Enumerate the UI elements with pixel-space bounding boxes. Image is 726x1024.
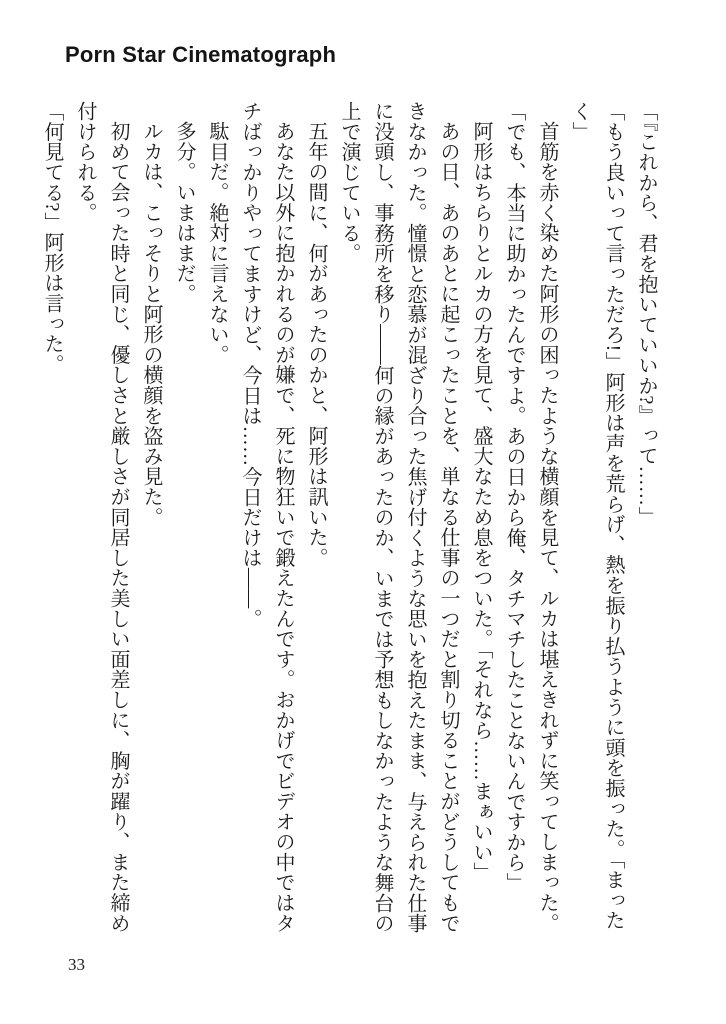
paragraph: 「でも、本当に助かったんですよ。あの日から俺、タチマチしたことないんですから」 — [503, 101, 525, 893]
paragraph: 初めて会った時と同じ、優しさと厳しさが同居した美しい面差しに、胸が躍り、また締め付けられる。 — [74, 101, 129, 933]
paragraph: 五年の間に、何があったのかと、阿形は訊いた。 — [305, 121, 327, 568]
paragraph: 阿形はちらりとルカの方を見て、盛大なため息をついた。「それなら……まぁいい」 — [470, 121, 492, 883]
paragraph: 多分。いまはまだ。 — [173, 121, 195, 304]
paragraph: あなた以外に抱かれるのが嫌で、死に物狂いで鍛えたんです。おかげでビデオの中ではタチばっかりやってますけど、今日は……今日だけは——。 — [239, 101, 294, 933]
paragraph: 「何見てる?」阿形は言った。 — [41, 101, 63, 375]
body-text — [41, 101, 662, 949]
paragraph: 「『これから、君を抱いていいか?』って……」 — [635, 101, 657, 527]
paragraph: あの日、あのあとに起こったことを、単なる仕事の一つだと割り切ることがどうしてもできなかった。憧憬と恋慕が混ざり合った焦げ付くような思いを抱えたまま、与えられた仕事に没頭し、事務所を移り——何の縁があったのか、いまでは予想もしなかったような舞台の上で演じている。 — [338, 101, 459, 934]
paragraph: 「もう良いって言っただろ!」阿形は声を荒らげ、熱を振り払うように頭を振った。「まったく」 — [569, 101, 624, 931]
page-title: Porn Star Cinematograph — [65, 42, 337, 67]
paragraph: 駄目だ。絶対に言えない。 — [206, 121, 228, 365]
paragraph: 首筋を赤く染めた阿形の困ったような横顔を見て、ルカは堪えきれずに笑ってしまった。 — [536, 121, 558, 933]
paragraph: ルカは、こっそりと阿形の横顔を盗み見た。 — [140, 121, 162, 527]
page-number: 33 — [68, 955, 85, 974]
